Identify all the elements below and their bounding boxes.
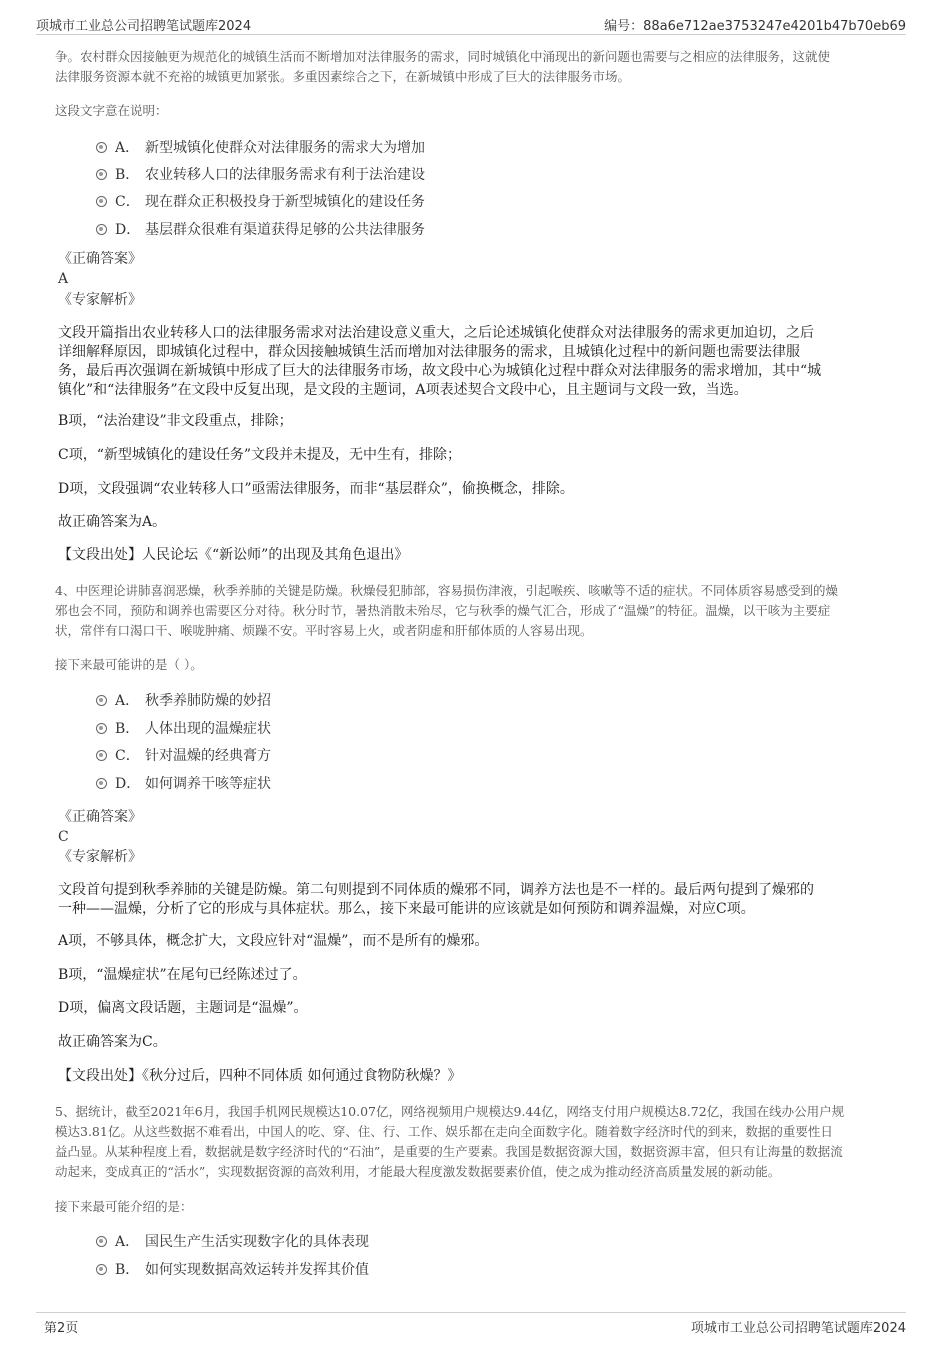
- q3-source: 【文段出处】人民论坛《“新讼师”的出现及其角色退出》: [58, 547, 409, 563]
- radio-icon[interactable]: [96, 750, 107, 761]
- q3-answer-label: 《正确答案》: [58, 251, 142, 267]
- q5-stem-line: 动起来，变成真正的“活水”，实现数据资源的高效利用，才能最大程度激发数据要素价值，使之成为推动经济高质量发展的新动能。: [55, 1164, 781, 1179]
- q3-option-c[interactable]: C． 现在群众正积极投身于新型城镇化的建设任务: [96, 191, 425, 213]
- page-number: 第2页: [44, 1321, 79, 1336]
- q4-answer: C: [58, 829, 69, 845]
- radio-icon[interactable]: [96, 778, 107, 789]
- radio-icon[interactable]: [96, 695, 107, 706]
- page-footer: [36, 1312, 906, 1337]
- q3-conclusion: 故正确答案为A。: [58, 514, 167, 530]
- radio-icon[interactable]: [96, 196, 107, 207]
- q4-note: B项，“温燥症状”在尾句已经陈述过了。: [58, 967, 307, 983]
- q3-stem-line: 法律服务资源本就不充裕的城镇更加紧张。多重因素综合之下，在新城镇中形成了巨大的法律服务市场。: [55, 69, 631, 84]
- radio-icon[interactable]: [96, 1236, 107, 1247]
- q4-analysis-label: 《专家解析》: [58, 849, 142, 865]
- q5-stem-line: 益凸显。从某种程度上看，数据就是数字经济时代的“石油”，是重要的生产要素。我国是数据资源大国，数据资源丰富，但只有让海量的数据流: [55, 1144, 843, 1159]
- q4-analysis-line: 一种——温燥，分析了它的形成与具体症状。那么，接下来最可能讲的应该就是如何预防和调养温燥，对应C项。: [58, 901, 755, 917]
- q3-note: C项，“新型城镇化的建设任务”文段并未提及，无中生有，排除；: [58, 447, 462, 463]
- q4-conclusion: 故正确答案为C。: [58, 1034, 167, 1050]
- q3-note: B项，“法治建设”非文段重点，排除；: [58, 413, 293, 429]
- q4-analysis-line: 文段首句提到秋季养肺的关键是防燥。第二句则提到不同体质的燥邪不同，调养方法也是不一样的。最后两句提到了燥邪的: [58, 882, 814, 898]
- q4-note: D项，偏离文段话题，主题词是“温燥”。: [58, 1000, 308, 1016]
- q3-analysis-line: 文段开篇指出农业转移人口的法律服务需求对法治建设意义重大，之后论述城镇化使群众对法律服务的需求更加迫切，之后: [58, 325, 814, 341]
- q3-analysis-line: 镇化”和“法律服务”在文段中反复出现，是文段的主题词，A项表述契合文段中心，且主题词与文段一致，当选。: [58, 382, 748, 398]
- footer-title: 项城市工业总公司招聘笔试题库2024: [690, 1321, 906, 1336]
- radio-icon[interactable]: [96, 169, 107, 180]
- q4-stem-line: 4、中医理论讲肺喜润恶燥，秋季养肺的关键是防燥。秋燥侵犯肺部，容易损伤津液，引起喉疾、咳嗽等不适的症状。不同体质容易感受到的燥: [55, 583, 838, 598]
- q3-analysis-label: 《专家解析》: [58, 292, 142, 308]
- page-header: [36, 12, 906, 35]
- radio-icon[interactable]: [96, 1264, 107, 1275]
- q3-option-d[interactable]: D． 基层群众很难有渠道获得足够的公共法律服务: [96, 219, 425, 241]
- q4-stem-line: 状，常伴有口渴口干、喉咙肿痛、烦躁不安。平时容易上火，或者阴虚和肝郁体质的人容易出现。: [55, 623, 593, 638]
- q4-option-b[interactable]: B． 人体出现的温燥症状: [96, 718, 271, 740]
- q4-source: 【文段出处】《秋分过后，四种不同体质 如何通过食物防秋燥？》: [58, 1068, 462, 1084]
- header-doc-id: 编号：88a6e712ae3753247e4201b47b70eb69: [604, 19, 906, 34]
- q3-option-b[interactable]: B． 农业转移人口的法律服务需求有利于法治建设: [96, 164, 425, 186]
- q4-note: A项，不够具体，概念扩大，文段应针对“温燥”，而不是所有的燥邪。: [58, 933, 489, 949]
- radio-icon[interactable]: [96, 723, 107, 734]
- q4-option-c[interactable]: C． 针对温燥的经典膏方: [96, 745, 271, 767]
- q4-prompt: 接下来最可能讲的是（ ）。: [55, 657, 203, 672]
- q5-prompt: 接下来最可能介绍的是：: [55, 1199, 193, 1214]
- q5-option-b[interactable]: B． 如何实现数据高效运转并发挥其价值: [96, 1259, 369, 1281]
- q4-answer-label: 《正确答案》: [58, 809, 142, 825]
- q5-stem-line: 模达3.81亿。从这些数据不难看出，中国人的吃、穿、住、行、工作、娱乐都在走向全面数字化。随着数字经济时代的到来，数据的重要性日: [55, 1124, 833, 1139]
- q5-option-a[interactable]: A． 国民生产生活实现数字化的具体表现: [96, 1231, 369, 1253]
- q4-option-d[interactable]: D． 如何调养干咳等症状: [96, 773, 271, 795]
- q3-answer: A: [58, 271, 69, 287]
- q3-note: D项，文段强调“农业转移人口”亟需法律服务，而非“基层群众”，偷换概念，排除。: [58, 481, 574, 497]
- q4-option-a[interactable]: A． 秋季养肺防燥的妙招: [96, 690, 271, 712]
- q5-stem-line: 5、据统计，截至2021年6月，我国手机网民规模达10.07亿，网络视频用户规模达9.44亿，网络支付用户规模达8.72亿，我国在线办公用户规: [55, 1104, 845, 1119]
- radio-icon[interactable]: [96, 142, 107, 153]
- q3-stem-line: 争。农村群众因接触更为规范化的城镇生活而不断增加对法律服务的需求，同时城镇化中涌现出的新问题也需要与之相应的法律服务，这就使: [55, 49, 831, 64]
- q3-analysis-line: 务，最后再次强调在新城镇中形成了巨大的法律服务市场，故文段中心为城镇化过程中群众对法律服务的需求增加，其中“城: [58, 363, 822, 379]
- q3-prompt: 这段文字意在说明：: [55, 103, 168, 118]
- radio-icon[interactable]: [96, 224, 107, 235]
- q3-analysis-line: 详细解释原因，即城镇化过程中，群众因接触城镇生活而增加对法律服务的需求，且城镇化过程中的新问题也需要法律服: [58, 344, 800, 360]
- header-title: 项城市工业总公司招聘笔试题库2024: [36, 19, 252, 34]
- q3-option-a[interactable]: A． 新型城镇化使群众对法律服务的需求大为增加: [96, 137, 425, 159]
- q4-stem-line: 邪也会不同，预防和调养也需要区分对待。秋分时节，暑热消散未殆尽，它与秋季的燥气汇合，形成了“温燥”的特征。温燥，以干咳为主要症: [55, 603, 831, 618]
